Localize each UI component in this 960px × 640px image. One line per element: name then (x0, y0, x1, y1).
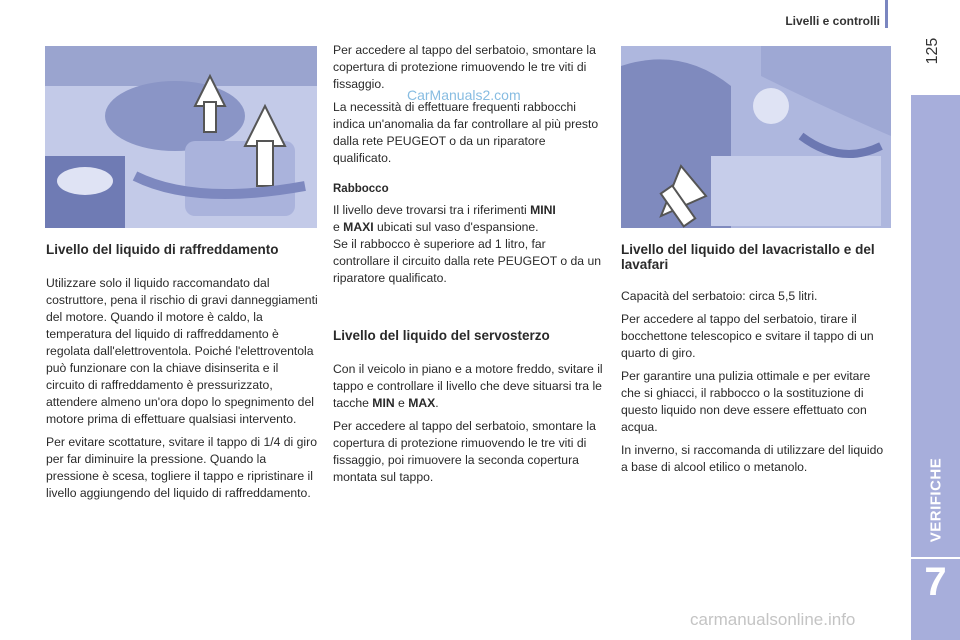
steering-paragraph-2: Per accedere al tappo del serbatoio, smontare la copertura di protezione rimuovendo le tre viti di fissaggio, poi rimuovere la seconda copertura montata sul tappo. (333, 419, 596, 484)
access-cap-paragraph: Per accedere al tappo del serbatoio, smontare la copertura di protezione rimuovendo le tre viti di fissaggio. (333, 43, 596, 91)
steering-paragraph-1 (333, 361, 603, 412)
middle-column (333, 42, 603, 287)
rabbocco-text-b: e (333, 220, 344, 234)
coolant-section-title: Livello del liquido di raffreddamento (46, 242, 279, 257)
steering-text-end: . (435, 396, 439, 410)
page-header-title: Livelli e controlli (785, 14, 880, 28)
coolant-section (46, 242, 318, 508)
chapter-number: 7 (924, 560, 947, 604)
washer-reservoir-photo (621, 46, 891, 228)
washer-paragraph-3: Per garantire una pulizia ottimale e per evitare che si ghiacci, il rabbocco o la sostituzione di questo liquido non deve essere effettuato con acqua. (621, 369, 871, 434)
coolant-paragraph-2: Per evitare scottature, svitare il tappo di 1/4 di giro per far diminuire la pressione. Quando la pressione è scesa, togliere il tappo e ripristinare il livello aggiungendo del liquido di raffreddamento. (46, 435, 317, 500)
washer-section (621, 242, 891, 482)
washer-section-title: Livello del liquido del lavacristallo e del lavafari (621, 242, 875, 272)
side-tab-label: VERIFICHE (927, 457, 945, 543)
steering-text-and: e (394, 396, 409, 410)
rabbocco-text-a: Il livello deve trovarsi tra i riferimenti (333, 203, 531, 217)
coolant-paragraph-1: Utilizzare solo il liquido raccomandato dal costruttore, pena il rischio di gravi danneggiamenti del motore. Quando il motore è caldo, la temperatura del liquido di raffreddamento è regolata dall'elettroventola. Poiché l'elettroventola può funzionare con la chiave disinserita e il circuito di raffreddamento è pressurizzato, attendere almeno un'ora dopo lo spegnimento del motore prima di effettuare qualsiasi intervento. (46, 276, 318, 426)
side-tab-divider (911, 557, 960, 559)
header-accent-bar (885, 0, 888, 28)
rabbocco-text-c: ubicati sul vaso d'espansione. (373, 220, 539, 234)
washer-paragraph-4: In inverno, si raccomanda di utilizzare del liquido a base di alcool etilico o metanolo. (621, 443, 884, 474)
rabbocco-paragraph (333, 202, 603, 287)
max-marker: MAX (408, 396, 436, 410)
page-number: 125 (924, 37, 941, 65)
steering-section (333, 328, 603, 492)
frequent-topup-paragraph: La necessità di effettuare frequenti rabbocchi indica un'anomalia da far controllare al più presto dalla rete PEUGEOT o da un riparatore qualificato. (333, 100, 599, 165)
watermark-bottom: carmanualsonline.info (690, 610, 856, 629)
coolant-reservoir-photo (45, 46, 317, 228)
mini-marker: MINI (530, 203, 556, 217)
washer-paragraph-2: Per accedere al tappo del serbatoio, tirare il bocchettone telescopico e svitare il tappo di un quarto di giro. (621, 312, 874, 360)
steering-section-title: Livello del liquido del servosterzo (333, 328, 550, 343)
steering-text-a: Con il veicolo in piano e a motore freddo, svitare il tappo e controllare il livello che deve situarsi tra le tacche (333, 362, 603, 410)
rabbocco-title: Rabbocco (333, 183, 389, 195)
watermark-top: CarManuals2.com (407, 87, 521, 103)
washer-paragraph-1: Capacità del serbatoio: circa 5,5 litri. (621, 289, 818, 303)
min-marker: MIN (372, 396, 395, 410)
rabbocco-text-d: Se il rabbocco è superiore ad 1 litro, far controllare il circuito dalla rete PEUGEOT o da un riparatore qualificato. (333, 237, 602, 285)
maxi-marker: MAXI (343, 220, 374, 234)
